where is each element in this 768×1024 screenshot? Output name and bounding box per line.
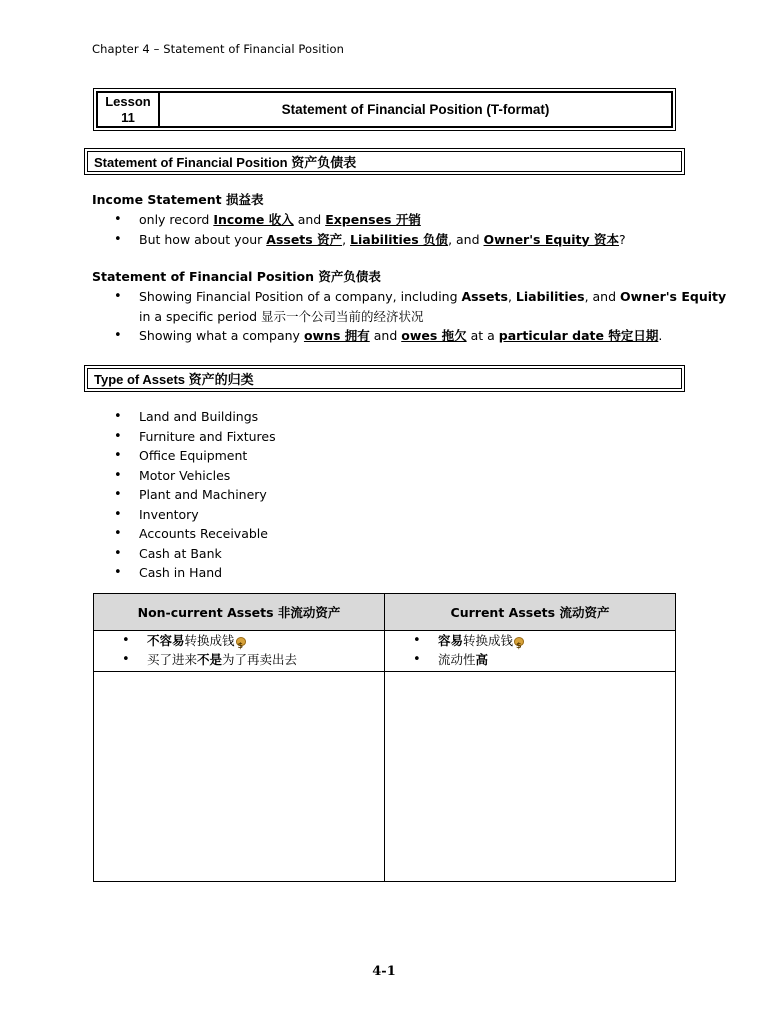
lesson-number [98,93,160,126]
section-header-asset-types [84,365,685,392]
section-header-asset-types-text: Type of Assets 资产的归类 [87,368,682,389]
list-item: • Land and Buildings [92,407,276,427]
list-item: • Furniture and Fixtures [92,427,276,447]
running-header: Chapter 4 – Statement of Financial Position [92,42,345,56]
list-item: • Motor Vehicles [92,466,276,486]
list-item: • Cash in Hand [92,563,276,583]
section-header-sfp [84,148,685,175]
income-statement-list [92,210,626,249]
term-liabilities: Liabilities 负债 [350,231,449,247]
non-current-notes [94,631,385,672]
sfp-heading: Statement of Financial Position 资产负债表 [92,269,381,284]
table-header-current: Current Assets 流动资产 [385,594,676,631]
income-statement-block [92,190,626,249]
lesson-title: Statement of Financial Position (T-format) [281,102,550,117]
assets-classification-table [93,593,676,882]
term-particular-date: particular date 特定日期 [498,328,659,343]
section-header-sfp-text: Statement of Financial Position 资产负债表 [87,151,682,172]
page-number: 4-1 [372,964,396,979]
list-item: • Office Equipment [92,446,276,466]
term-assets: Assets 资产 [266,231,343,247]
money-bag-icon [235,634,246,646]
current-blank-cell [385,672,676,882]
list-item: • Inventory [92,505,276,525]
income-statement-heading: Income Statement 损益表 [92,192,264,207]
list-item: • Cash at Bank [92,544,276,564]
lesson-label: Lesson [105,93,151,109]
list-item: • But how about your Assets 资产, Liabilities 负债, and Owner's Equity 资本? [92,230,626,250]
list-item: • 流动性高 [385,650,675,669]
list-item: • Showing Financial Position of a company, including Assets, Liabilities, and Owner's Equity in a specific period 显示一个公司当前的经济状况 [92,287,726,326]
table-header-non-current: Non-current Assets 非流动资产 [94,594,385,631]
current-notes [385,631,676,672]
money-bag-icon [513,634,524,646]
list-item: • 买了进来不是为了再卖出去 [94,650,384,669]
term-owes: owes 拖欠 [401,328,467,343]
list-item: • Showing what a company owns 拥有 and owes 拖欠 at a particular date 特定日期. [92,326,726,346]
term-owners-equity: Owner's Equity 资本 [483,231,619,247]
term-expenses: Expenses 开销 [325,212,421,227]
list-item: • only record Income 收入 and Expenses 开销 [92,210,626,230]
term-owns: owns 拥有 [303,328,370,343]
term-income: Income 收入 [213,212,294,227]
sfp-block [92,267,726,346]
list-item: • Plant and Machinery [92,485,276,505]
lesson-title-box [93,88,676,131]
lesson-number-value: 11 [121,109,135,125]
non-current-blank-cell [94,672,385,882]
sfp-list [92,287,726,346]
asset-types-list [92,407,276,583]
list-item: • 容易转换成钱$ [385,631,675,650]
list-item: • 不容易转换成钱$ [94,631,384,650]
list-item: • Accounts Receivable [92,524,276,544]
